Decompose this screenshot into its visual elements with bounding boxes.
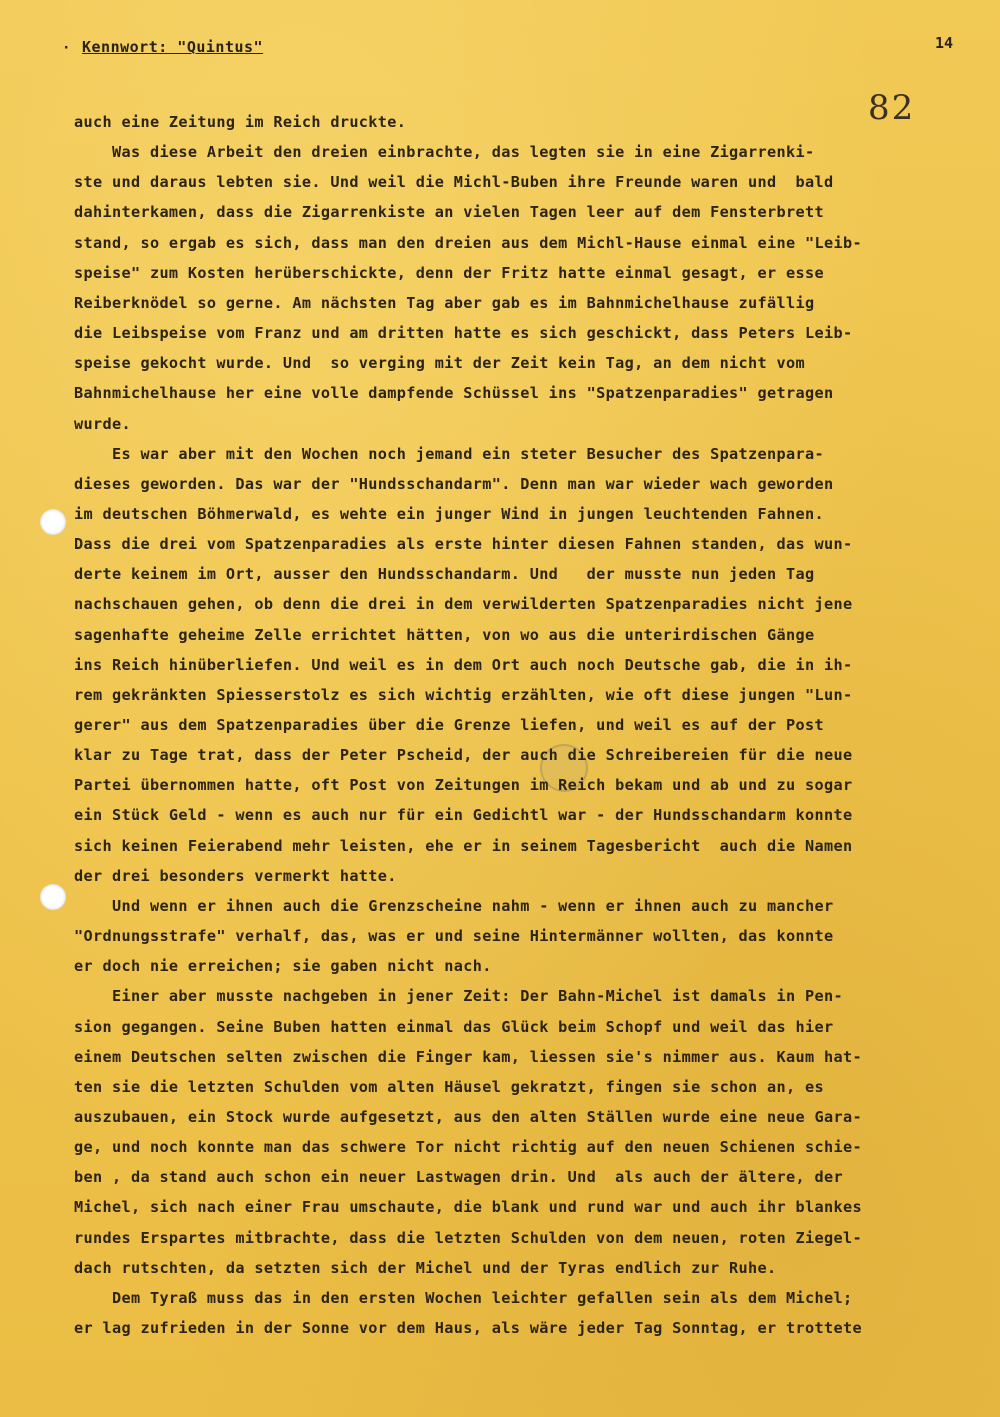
text-line: dach rutschten, da setzten sich der Michel und der Tyras endlich zur Ruhe. <box>74 1258 777 1277</box>
text-line: gerer" aus dem Spatzenparadies über die Grenze liefen, und weil es auf der Post <box>74 716 824 734</box>
text-line: einem Deutschen selten zwischen die Finger kam, liessen sie's nimmer aus. Kaum hat- <box>74 1047 862 1066</box>
text-line: "Ordnungsstrafe" verhalf, das, was er und seine Hintermänner wollten, das konnte <box>74 927 834 946</box>
text-line: dieses geworden. Das war der "Hundsschandarm". Denn man war wieder wach geworden <box>74 474 834 493</box>
text-line: stand, so ergab es sich, dass man den dreien aus dem Michl-Hause einmal eine "Leib- <box>74 233 862 252</box>
text-line: Einer aber musste nachgeben in jener Zeit: Der Bahn-Michel ist damals in Pen- <box>74 987 843 1006</box>
text-line: rem gekränkten Spiesserstolz es sich wichtig erzählten, wie oft diese jungen "Lun- <box>74 685 853 704</box>
punch-hole <box>40 884 66 910</box>
text-line: die Leibspeise vom Franz und am dritten hatte es sich geschickt, dass Peters Leib- <box>74 324 853 343</box>
text-line: derte keinem im Ort, ausser den Hundsschandarm. Und der musste nun jeden Tag <box>74 565 815 584</box>
text-line: ben , da stand auch schon ein neuer Lastwagen drin. Und als auch der ältere, der <box>74 1168 843 1187</box>
text-line: rundes Erspartes mitbrachte, dass die letzten Schulden von dem neuen, roten Ziegel- <box>74 1228 862 1247</box>
text-line: Dem Tyraß muss das in den ersten Wochen leichter gefallen sein als dem Michel; <box>74 1288 853 1307</box>
text-line: auszubauen, ein Stock wurde aufgesetzt, aus den alten Ställen wurde eine neue Gara- <box>74 1107 862 1126</box>
text-line: Und wenn er ihnen auch die Grenzscheine nahm - wenn er ihnen auch zu mancher <box>74 896 834 915</box>
page-number: 14 <box>935 34 954 52</box>
text-line: sagenhafte geheime Zelle errichtet hätten, von wo aus die unterirdischen Gänge <box>74 625 815 644</box>
text-line: Dass die drei vom Spatzenparadies als erste hinter diesen Fahnen standen, das wun- <box>74 535 853 554</box>
handwritten-folio-number: 82 <box>868 88 916 128</box>
text-line: auch eine Zeitung im Reich druckte. <box>74 113 407 131</box>
text-line: wurde. <box>74 414 131 433</box>
text-line: ste und daraus lebten sie. Und weil die Michl-Buben ihre Freunde waren und bald <box>74 173 834 192</box>
punch-hole <box>40 509 66 535</box>
text-line: nachschauen gehen, ob denn die drei in dem verwilderten Spatzenparadies nicht jene <box>74 595 853 614</box>
text-line: ein Stück Geld - wenn es auch nur für ein Gedichtl war - der Hundsschandarm konnte <box>74 806 853 825</box>
text-line: sion gegangen. Seine Buben hatten einmal das Glück beim Schopf und weil das hier <box>74 1017 834 1036</box>
text-line: sich keinen Feierabend mehr leisten, ehe er in seinem Tagesbericht auch die Namen <box>74 836 853 855</box>
text-line: Partei übernommen hatte, oft Post von Zeitungen im Reich bekam und ab und zu sogar <box>74 776 853 795</box>
document-header: Kennwort: "Quintus" <box>82 38 264 56</box>
text-line: er doch nie erreichen; sie gaben nicht nach. <box>74 957 492 976</box>
text-line: Es war aber mit den Wochen noch jemand ein steter Besucher des Spatzenpara- <box>74 444 824 463</box>
text-line: dahinterkamen, dass die Zigarrenkiste an vielen Tagen leer auf dem Fensterbrett <box>74 203 824 222</box>
text-line: Bahnmichelhause her eine volle dampfende Schüssel ins "Spatzenparadies" getragen <box>74 384 834 403</box>
text-line: der drei besonders vermerkt hatte. <box>74 866 397 885</box>
text-line: im deutschen Böhmerwald, es wehte ein junger Wind in jungen leuchtenden Fahnen. <box>74 504 824 523</box>
text-line: Was diese Arbeit den dreien einbrachte, das legten sie in eine Zigarrenki- <box>74 143 815 162</box>
text-line: er lag zufrieden in der Sonne vor dem Haus, als wäre jeder Tag Sonntag, er trottete <box>74 1319 862 1337</box>
text-line: speise gekocht wurde. Und so verging mit der Zeit kein Tag, an dem nicht vom <box>74 354 806 373</box>
text-line: ge, und noch konnte man das schwere Tor nicht richtig auf den neuen Schienen schie- <box>74 1138 862 1157</box>
text-line: speise" zum Kosten herüberschickte, denn der Fritz hatte einmal gesagt, er esse <box>74 263 824 282</box>
text-line: ins Reich hinüberliefen. Und weil es in dem Ort auch noch Deutsche gab, die in ih- <box>74 655 853 674</box>
text-line: klar zu Tage trat, dass der Peter Pscheid, der auch die Schreibereien für die neue <box>74 746 853 765</box>
text-line: Reiberknödel so gerne. Am nächsten Tag aber gab es im Bahnmichelhause zufällig <box>74 293 815 312</box>
margin-mark-icon: · <box>62 40 71 56</box>
text-line: Michel, sich nach einer Frau umschaute, die blank und rund war und auch ihr blankes <box>74 1198 862 1217</box>
text-line: ten sie die letzten Schulden vom alten Häusel gekratzt, fingen sie schon an, es <box>74 1077 824 1096</box>
